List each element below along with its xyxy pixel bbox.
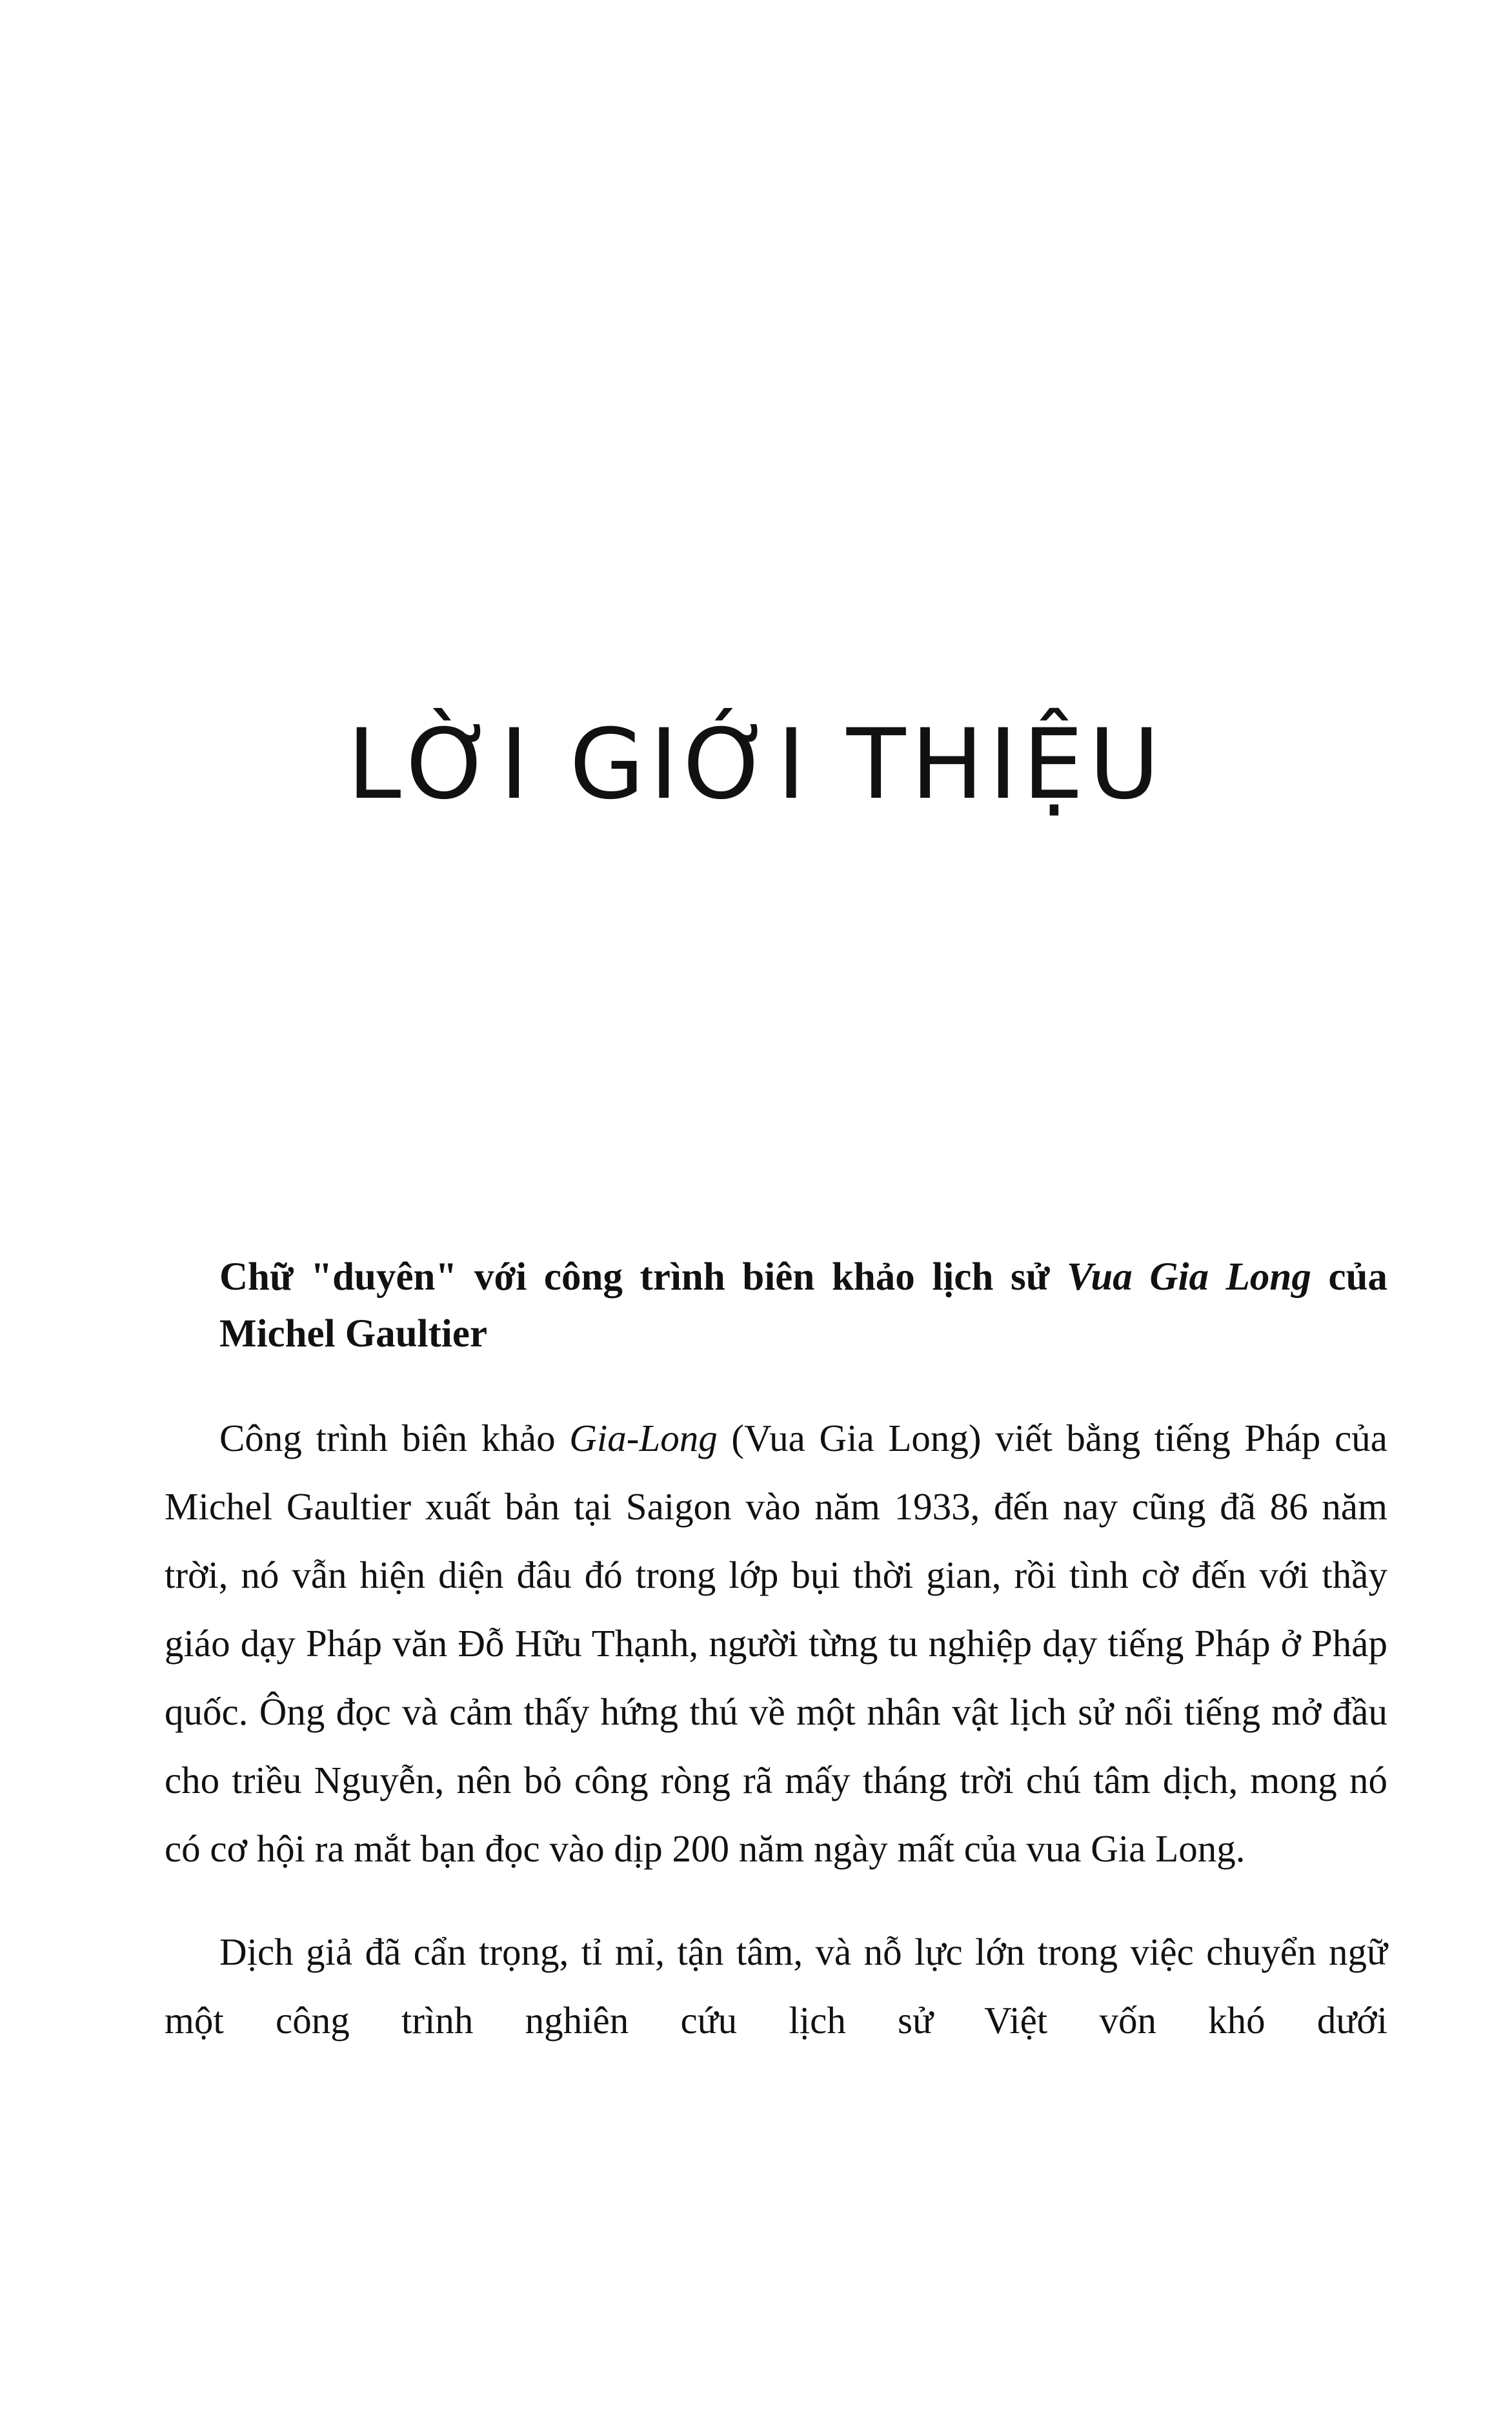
- paragraph-2-text: Dịch giả đã cẩn trọng, tỉ mỉ, tận tâm, và nỗ lực lớn trong việc chuyển ngữ một công trình nghiên cứu lịch sử Việt vốn khó dưới: [165, 1931, 1387, 2042]
- section-heading-text: Chữ "duyên" với công trình biên khảo lịch sử: [219, 1255, 1067, 1299]
- section-heading-book-title: Vua Gia Long: [1067, 1255, 1311, 1299]
- paragraph-1-start: Công trình biên khảo: [219, 1417, 570, 1459]
- paragraph-1: [165, 1404, 1387, 1883]
- section-heading: [165, 1249, 1387, 1363]
- paragraph-1-book-title: Gia-Long: [569, 1417, 718, 1459]
- paragraph-1-rest: (Vua Gia Long) viết bằng tiếng Pháp của Michel Gaultier xuất bản tại Saigon vào năm 1933, đến nay cũng đã 86 năm trời, nó vẫn hiện diện đâu đó trong lớp bụi thời gian, rồi tình cờ đến với thầy giáo dạy Pháp văn Đỗ Hữu Thạnh, người từng tu nghiệp dạy tiếng Pháp ở Pháp quốc. Ông đọc và cảm thấy hứng thú về một nhân vật lịch sử nổi tiếng mở đầu cho triều Nguyễn, nên bỏ công ròng rã mấy tháng trời chú tâm dịch, mong nó có cơ hội ra mắt bạn đọc vào dịp 200 năm ngày mất của vua Gia Long.: [165, 1417, 1387, 1870]
- paragraph-2: [165, 1918, 1387, 2054]
- chapter-title: LỜI GIỚI THIỆU: [347, 709, 1165, 821]
- body-content: [165, 1249, 1387, 2089]
- section-heading-text-end: của Michel Gaultier: [219, 1255, 1388, 1355]
